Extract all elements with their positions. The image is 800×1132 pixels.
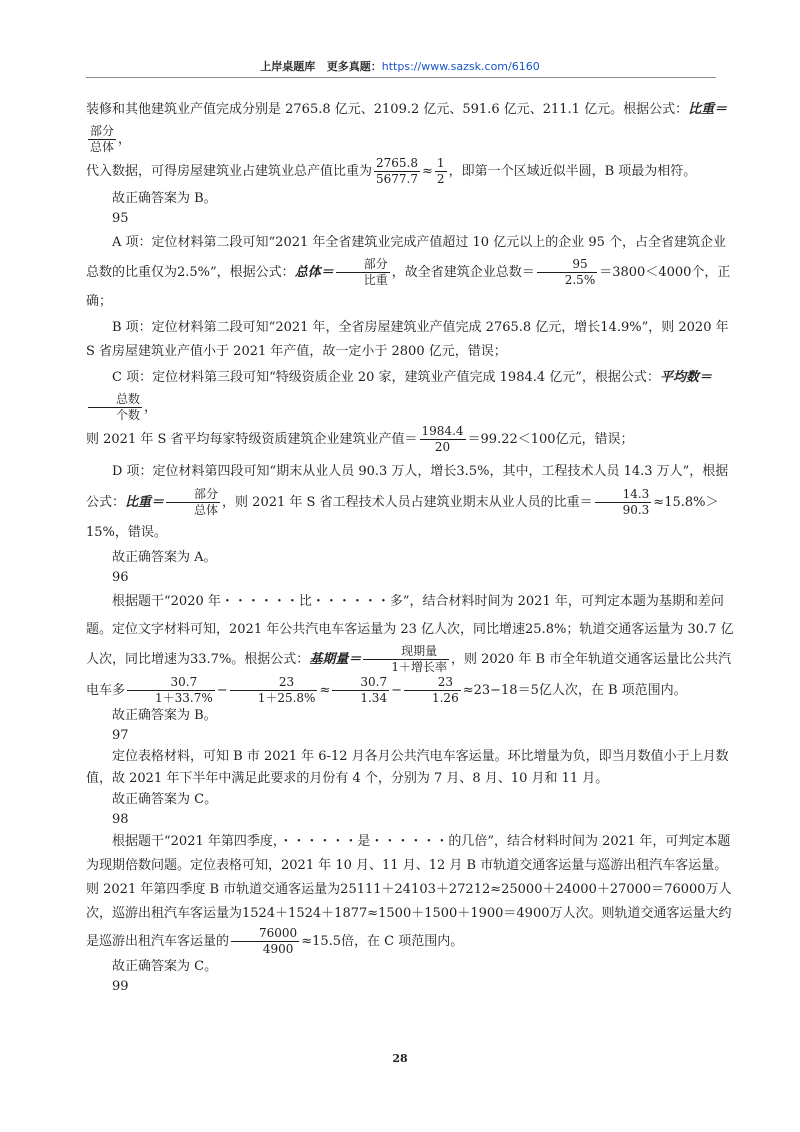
header-title: 上岸桌题库 — [260, 60, 316, 73]
fraction: $\frac{95}{2.5\%}$ — [537, 257, 598, 288]
paragraph: 根据题干“2021 年第四季度，・・・・・・是・・・・・・的几倍”，结合材料时间为 2021 年，可判定本题为现期倍数问题。定位表格可知，2021 年 10 月、11 月、12 月 B 市轨道交通客运量与巡游出租汽车客运量。则 2021 年第四季度 B 市轨道交通客运量为25111＋24103＋27212≈25000＋24000＋27000＝76000万人次，巡游出租汽车客运量为1524＋1524＋1877≈1500＋1500＋1900＝4900万人次。则轨道交通客运量大约是巡游出租汽车客运量的 $\frac{76000}{4900}$ ≈15.5倍，在 C 项范围内。 — [86, 834, 732, 956]
paragraph: C 项：定位材料第三段可知“特级资质企业 20 家，建筑业产值完成 1984.4 亿元”，根据公式：平均数＝ $\frac{\text{总数}}{\text{个数}}$ ， — [86, 364, 738, 423]
answer-line: 故正确答案为 B。 — [112, 708, 217, 723]
paragraph: B 项：定位材料第二段可知“2021 年，全省房屋建筑业产值完成 2765.8 亿元，增长14.9%”，则 2020 年 S 省房屋建筑业产值小于 2021 年产值，故一定小于 2800 亿元，错误； — [86, 320, 729, 359]
fraction: $\frac{\text{现期量}}{\text{1＋增长率}}$ — [363, 644, 449, 675]
fraction: $\frac{\text{部分}}{\text{总体}}$ — [166, 487, 220, 518]
fraction: $\frac{2765.8}{5677.7}$ — [376, 156, 419, 186]
question-number: 95 — [112, 211, 129, 226]
header-divider — [86, 77, 716, 78]
fraction: $\frac{30.7}{1.34}$ — [332, 675, 389, 706]
answer-line: 故正确答案为 C。 — [112, 792, 218, 807]
fraction: $\frac{\text{总数}}{\text{个数}}$ — [88, 392, 142, 423]
paragraph: 定位表格材料，可知 B 市 2021 年 6-12 月各月公共汽电车客运量。环比增量为负，即当月数值小于上月数值，故 2021 年下半年中满足此要求的月份有 4 个，分别为 7 月、8 月、10 月和 11 月。 — [86, 749, 729, 786]
question-number: 98 — [112, 812, 129, 827]
answer-line: 故正确答案为 B。 — [112, 191, 217, 206]
fraction: $\frac{\text{部分}}{\text{总体}}$ — [90, 124, 115, 154]
fraction: $\frac{\text{部分}}{\text{比重}}$ — [336, 257, 390, 288]
fraction: $\frac{1}{2}$ — [436, 156, 445, 186]
paragraph: A 项：定位材料第二段可知“2021 年全省建筑业完成产值超过 10 亿元以上的企业 95 个，占全省建筑企业总数的比重仅为2.5%”，根据公式：总体＝ $\frac{\text{部分}}{\text{比重}}$ ，故全省建筑企业总数＝ $\frac{95}{2.5\%}$ ＝3800＜4000个，正确； — [86, 235, 731, 309]
paragraph: 代入数据，可得房屋建筑业占建筑业总产值比重为 $\frac{2765.8}{5677.7}$ ≈ $\frac{1}{2}$ ，即第一个区域近似半圆，B 项最为相符。 — [86, 156, 697, 186]
header-url-link[interactable]: https://www.sazsk.com/6160 — [381, 60, 540, 73]
paragraph: D 项：定位材料第四段可知“期末从业人员 90.3 万人，增长3.5%，其中，工程技术人员 14.3 万人”，根据公式：比重＝ $\frac{\text{部分}}{\text{总体}}$ ，则 2021 年 S 省工程技术人员占建筑业期末从业人员的比重＝ $\frac{14.3}{90.3}$ ≈15.8%＞15%，错误。 — [86, 464, 729, 540]
fraction: $\frac{23}{1+25.8\%}$ — [230, 675, 318, 706]
question-number: 99 — [112, 979, 129, 994]
header-label: 更多真题： — [326, 60, 382, 73]
paragraph: 根据题干“2020 年・・・・・・比・・・・・・多”，结合材料时间为 2021 年，可判定本题为基期和差问题。定位文字材料可知，2021 年公共汽电车客运量为 23 亿人次，同比增速25.8%；轨道交通客运量为 30.7 亿人次，同比增速为33.7%。根据公式：基期量＝ $\frac{\text{现期量}}{\text{1＋增长率}}$ ，则 2020 年 B 市全年轨道交通客运量比公共汽电车多 $\frac{30.7}{1+33.7\%}$ − $\frac{23}{1+25.8\%}$ ≈ $\frac{30.7}{1.34}$ − $\frac{23}{1.26}$ ≈23−18＝5亿人次，在 B 项范围内。 — [86, 594, 734, 705]
page-header — [0, 58, 800, 74]
question-number: 96 — [112, 570, 129, 585]
fraction: $\frac{76000}{4900}$ — [231, 926, 299, 957]
document-body — [86, 96, 738, 997]
fraction: $\frac{1984.4}{20}$ — [421, 424, 464, 454]
answer-line: 故正确答案为 A。 — [112, 550, 217, 565]
answer-line: 故正确答案为 C。 — [112, 959, 218, 974]
fraction: $\frac{30.7}{1+33.7\%}$ — [127, 675, 215, 706]
question-number: 97 — [112, 728, 129, 743]
fraction: $\frac{14.3}{90.3}$ — [595, 487, 652, 518]
paragraph: 装修和其他建筑业产值完成分别是 2765.8 亿元、2109.2 亿元、591.6 亿元、211.1 亿元。根据公式：比重＝ $\frac{\text{部分}}{\text{总体}}$ ， — [86, 102, 728, 154]
fraction: $\frac{23}{1.26}$ — [404, 675, 461, 706]
page-number: 28 — [392, 1052, 408, 1065]
paragraph: 则 2021 年 S 省平均每家特级资质建筑企业建筑业产值＝ $\frac{1984.4}{20}$ ＝99.22＜100亿元，错误； — [86, 424, 634, 454]
